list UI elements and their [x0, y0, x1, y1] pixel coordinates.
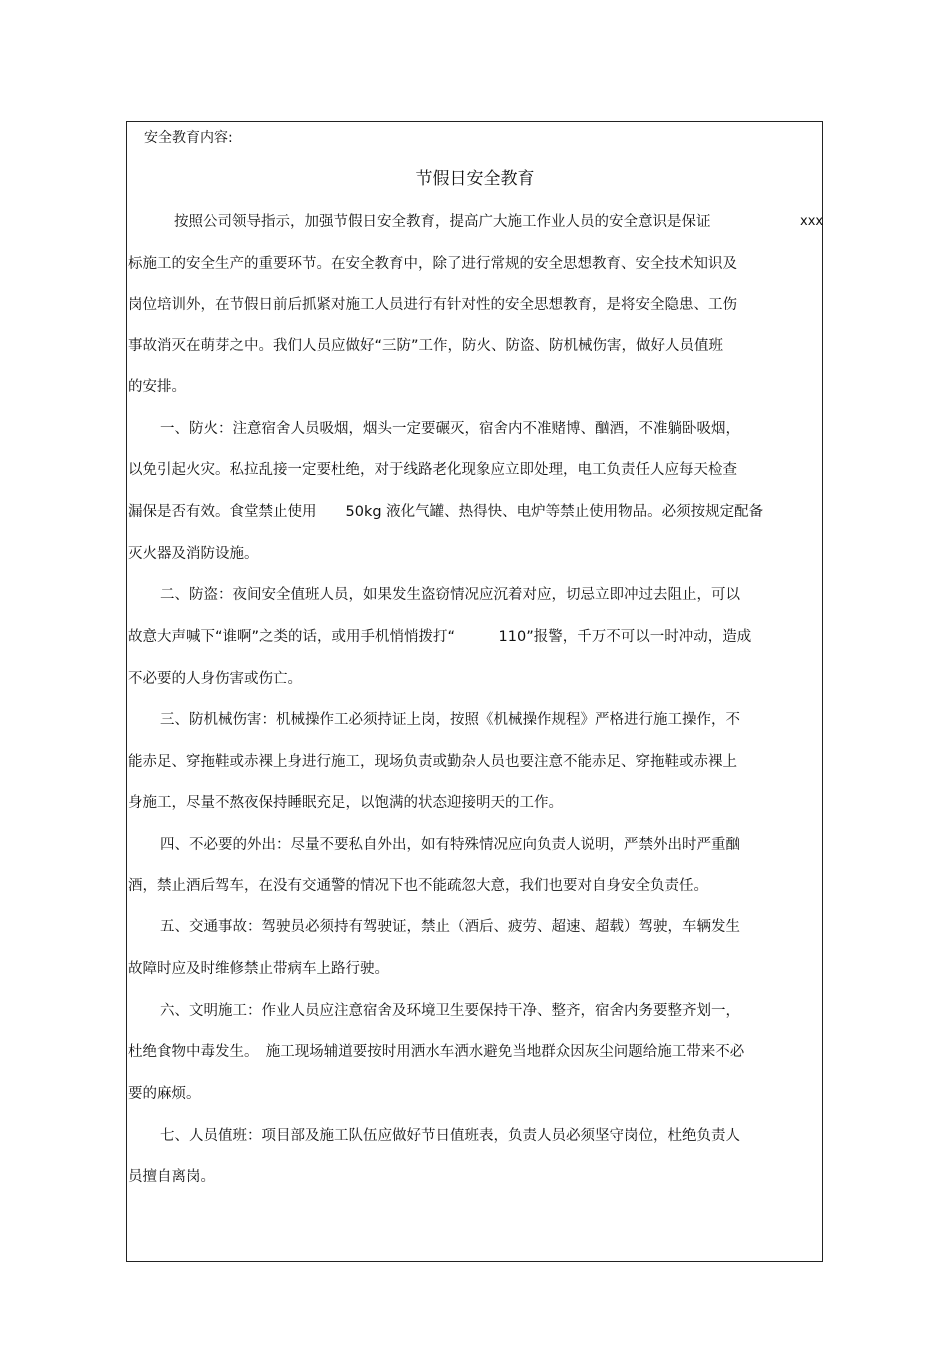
project-code: xxx [800, 214, 824, 229]
text-line: 漏保是否有效。食堂禁止使用 50kg 液化气罐、热得快、电炉等禁止使用物品。必须按规定配备 [128, 504, 764, 520]
text-line: 员擅自离岗。 [128, 1169, 215, 1185]
text-line: 故意大声喊下“谁啊”之类的话，或用手机悄悄拨打“ 110”报警，千万不可以一时冲动，造成 [128, 629, 752, 645]
text-line: 杜绝食物中毒发生。 施工现场辅道要按时用洒水车洒水避免当地群众因灰尘问题给施工带来不必 [128, 1044, 745, 1060]
text-line: 事故消灭在萌芽之中。我们人员应做好“三防”工作，防火、防盗、防机械伤害，做好人员值班 [128, 338, 724, 354]
text-line: 七、人员值班：项目部及施工队伍应做好节日值班表，负责人员必须坚守岗位，杜绝负责人 [160, 1128, 740, 1144]
text-line: 标施工的安全生产的重要环节。在安全教育中，除了进行常规的安全思想教育、安全技术知识及 [128, 256, 737, 272]
text-line: 五、交通事故：驾驶员必须持有驾驶证，禁止（酒后、疲劳、超速、超载）驾驶，车辆发生 [160, 919, 740, 935]
text-line: 四、不必要的外出：尽量不要私自外出，如有特殊情况应向负责人说明，严禁外出时严重酗 [160, 837, 740, 853]
text-line: 二、防盗：夜间安全值班人员，如果发生盗窃情况应沉着对应，切忌立即冲过去阻止，可以 [160, 587, 740, 603]
text-line: 身施工，尽量不熬夜保持睡眠充足，以饱满的状态迎接明天的工作。 [128, 795, 563, 811]
text-line: 故障时应及时维修禁止带病车上路行驶。 [128, 961, 389, 977]
text-line: 要的麻烦。 [128, 1086, 201, 1102]
text-line: 岗位培训外，在节假日前后抓紧对施工人员进行有针对性的安全思想教育，是将安全隐患、工伤 [128, 297, 737, 313]
text-line: 酒，禁止酒后驾车，在没有交通警的情况下也不能疏忽大意，我们也要对自身安全负责任。 [128, 878, 708, 894]
section-label: 安全教育内容: [144, 130, 233, 146]
text-line: 按照公司领导指示，加强节假日安全教育，提高广大施工作业人员的安全意识是保证 [174, 214, 711, 230]
document-frame [126, 121, 823, 1262]
text-line: 三、防机械伤害：机械操作工必须持证上岗，按照《机械操作规程》严格进行施工操作，不 [160, 712, 740, 728]
text-line: 能赤足、穿拖鞋或赤裸上身进行施工，现场负责或勤杂人员也要注意不能赤足、穿拖鞋或赤裸上 [128, 754, 737, 770]
text-line: 以免引起火灾。私拉乱接一定要杜绝，对于线路老化现象应立即处理，电工负责任人应每天检查 [128, 462, 737, 478]
text-line: 一、防火：注意宿舍人员吸烟，烟头一定要碾灭，宿舍内不准赌博、酗酒，不准躺卧吸烟， [160, 421, 740, 437]
text-line: 的安排。 [128, 379, 186, 395]
text-line: 灭火器及消防设施。 [128, 546, 259, 562]
document-title: 节假日安全教育 [415, 169, 535, 189]
text-line: 不必要的人身伤害或伤亡。 [128, 671, 302, 687]
text-line: 六、文明施工：作业人员应注意宿舍及环境卫生要保持干净、整齐，宿舍内务要整齐划一， [160, 1003, 740, 1019]
